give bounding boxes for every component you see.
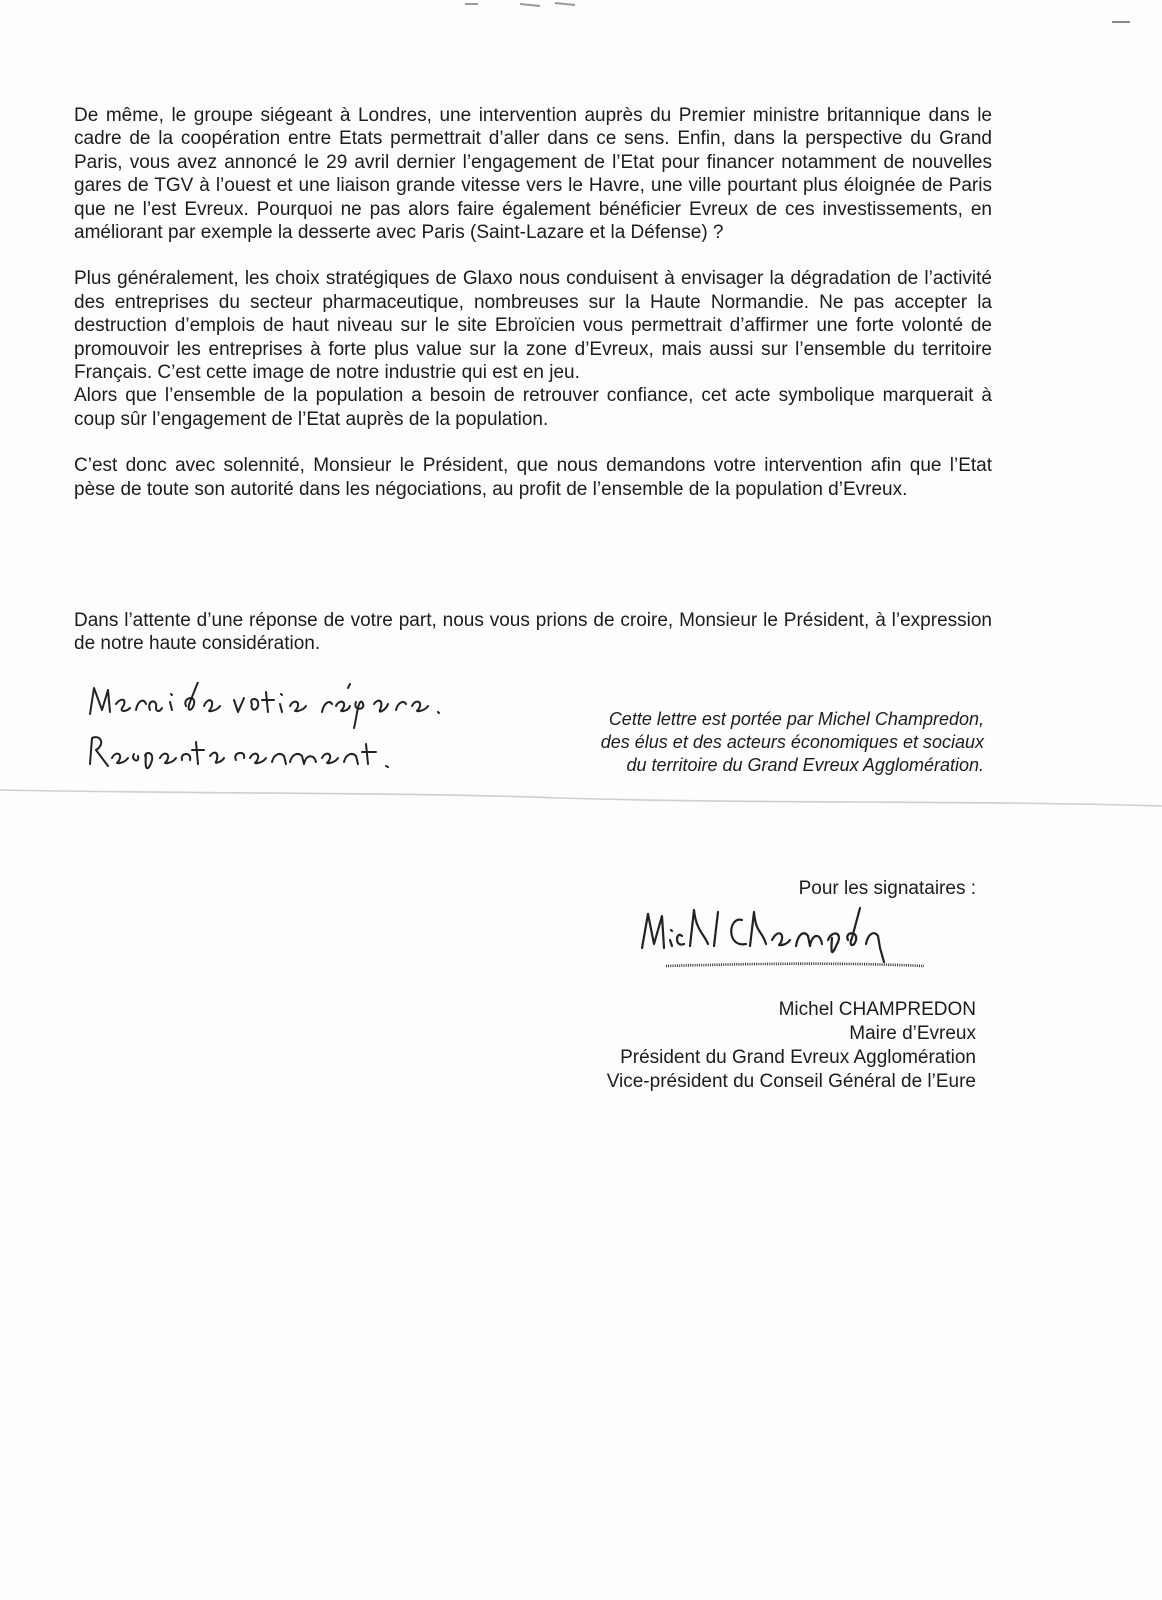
paragraph-intervention: De même, le groupe siégeant à Londres, une intervention auprès du Premier ministre britannique dans le cadre de la coopération entre Etats permettrait d’aller dans ce sens. Enfin, dans la perspective du Grand Paris, vous avez annoncé le 29 avril dernier l’engagement de l’Etat pour financer notamment de nouvelles gares de TGV à l’ouest et une liaison grande vitesse vers le Havre, une ville pourtant plus éloignée de Paris que ne l’est Evreux. Pourquoi ne pas alors faire également bénéficier Evreux de ces investissements, en améliorant par exemple la desserte avec Paris (Saint-Lazare et la Défense) ? [74, 105, 992, 244]
paragraph-confidence: Alors que l’ensemble de la population a besoin de retrouver confiance, cet acte symbolique marquerait à coup sûr l’engagement de l’Etat auprès de la population. [74, 385, 992, 430]
letter-body [74, 104, 992, 501]
signer-block [607, 998, 976, 1094]
carrier-note [524, 708, 984, 777]
carrier-note-line: du territoire du Grand Evreux Agglomération. [626, 755, 984, 775]
handwritten-note [86, 682, 446, 792]
handwritten-signature [638, 900, 938, 980]
paragraph-request: C’est donc avec solennité, Monsieur le Président, que nous demandons votre intervention afin que l’Etat pèse de toute son autorité dans les négociations, au profit de l’ensemble de la population d’Evreux. [74, 455, 992, 500]
carrier-note-line: des élus et des acteurs économiques et sociaux [600, 732, 984, 752]
signer-name: Michel CHAMPREDON [778, 999, 976, 1020]
closing-formula: Dans l’attente d’une réponse de votre part, nous vous prions de croire, Monsieur le Président, à l’expression de notre haute considération. [74, 610, 992, 655]
signer-title: Vice-président du Conseil Général de l’Eure [606, 1071, 976, 1092]
signer-title: Maire d’Evreux [849, 1023, 976, 1044]
paragraph-strategy: Plus généralement, les choix stratégiques de Glaxo nous conduisent à envisager la dégradation de l’activité des entreprises du secteur pharmaceutique, nombreuses sur la Haute Normandie. Ne pas accepter la destruction d’emplois de haut niveau sur le site Ebroïcien vous permettrait d’affirmer une forte volonté de promouvoir les entreprises à forte plus value sur la zone d’Evreux, mais aussi sur l’ensemble du territoire Français. C’est cette image de notre industrie qui est en jeu. [74, 268, 992, 384]
signatory-label: Pour les signataires : [798, 878, 976, 899]
carrier-note-line: Cette lettre est portée par Michel Champredon, [608, 709, 984, 729]
signer-title: Président du Grand Evreux Agglomération [620, 1047, 976, 1068]
